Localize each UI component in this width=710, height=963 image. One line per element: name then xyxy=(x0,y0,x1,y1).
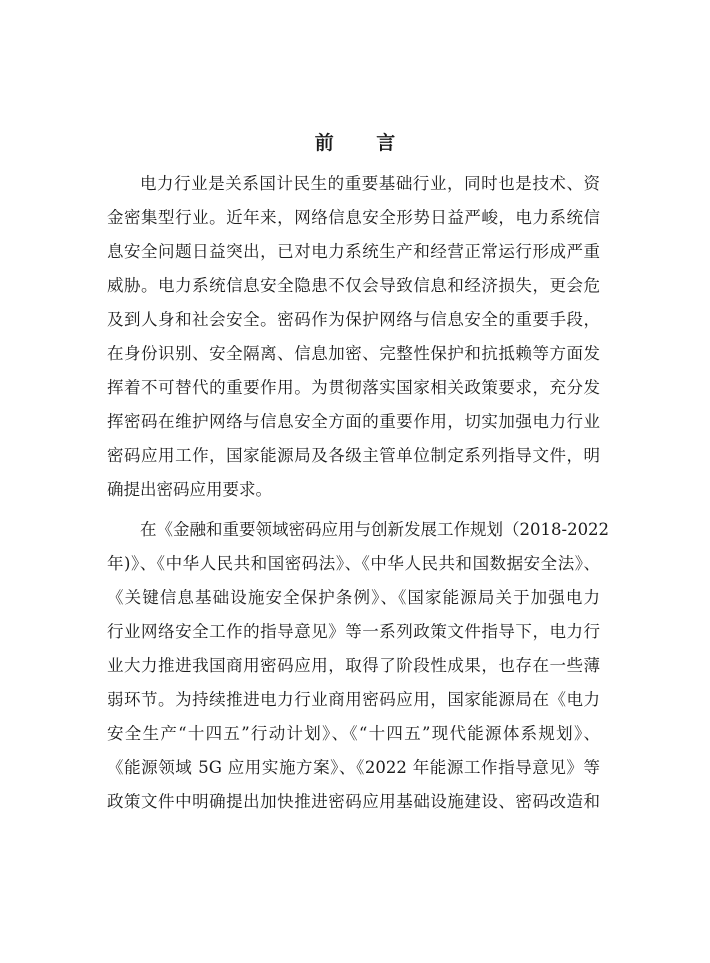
paragraph-1-line-8: 挥密码在维护网络与信息安全方面的重要作用，切实加强电力行业 xyxy=(107,412,600,431)
paragraph-2-line-1: 在《金融和重要领域密码应用与创新发展工作规划（2018-2022 xyxy=(140,520,610,539)
paragraph-1-line-4: 威胁。电力系统信息安全隐患不仅会导致信息和经济损失，更会危 xyxy=(107,276,600,295)
paragraph-2-line-5: 业大力推进我国商用密码应用，取得了阶段性成果，也存在一些薄 xyxy=(107,656,600,675)
page-title: 前 言 xyxy=(314,132,414,154)
paragraph-2-line-8: 《能源领域 5G 应用实施方案》、《2022 年能源工作指导意见》等 xyxy=(107,758,600,777)
paragraph-1-line-9: 密码应用工作，国家能源局及各级主管单位制定系列指导文件，明 xyxy=(107,446,600,465)
paragraph-2-line-7: 安全生产“十四五”行动计划》、《“十四五”现代能源体系规划》、 xyxy=(107,724,600,743)
paragraph-1-line-6: 在身份识别、安全隔离、信息加密、完整性保护和抗抵赖等方面发 xyxy=(107,344,600,363)
paragraph-1-line-7: 挥着不可替代的重要作用。为贯彻落实国家相关政策要求，充分发 xyxy=(107,378,600,397)
paragraph-2-line-9: 政策文件中明确提出加快推进密码应用基础设施建设、密码改造和 xyxy=(107,792,600,811)
paragraph-2-line-3: 《关键信息基础设施安全保护条例》、《国家能源局关于加强电力 xyxy=(107,588,600,607)
paragraph-1-line-1: 电力行业是关系国计民生的重要基础行业，同时也是技术、资 xyxy=(140,174,600,193)
paragraph-1-line-2: 金密集型行业。近年来，网络信息安全形势日益严峻，电力系统信 xyxy=(107,208,600,227)
paragraph-2-line-4: 行业网络安全工作的指导意见》等一系列政策文件指导下，电力行 xyxy=(107,622,600,641)
paragraph-1-line-10: 确提出密码应用要求。 xyxy=(107,480,272,499)
paragraph-1-line-3: 息安全问题日益突出，已对电力系统生产和经营正常运行形成严重 xyxy=(107,242,600,261)
paragraph-2-line-2: 年)》、《中华人民共和国密码法》、《中华人民共和国数据安全法》、 xyxy=(107,554,600,573)
paragraph-2-line-6: 弱环节。为持续推进电力行业商用密码应用，国家能源局在《电力 xyxy=(107,690,600,709)
paragraph-1-line-5: 及到人身和社会安全。密码作为保护网络与信息安全的重要手段， xyxy=(107,310,600,329)
